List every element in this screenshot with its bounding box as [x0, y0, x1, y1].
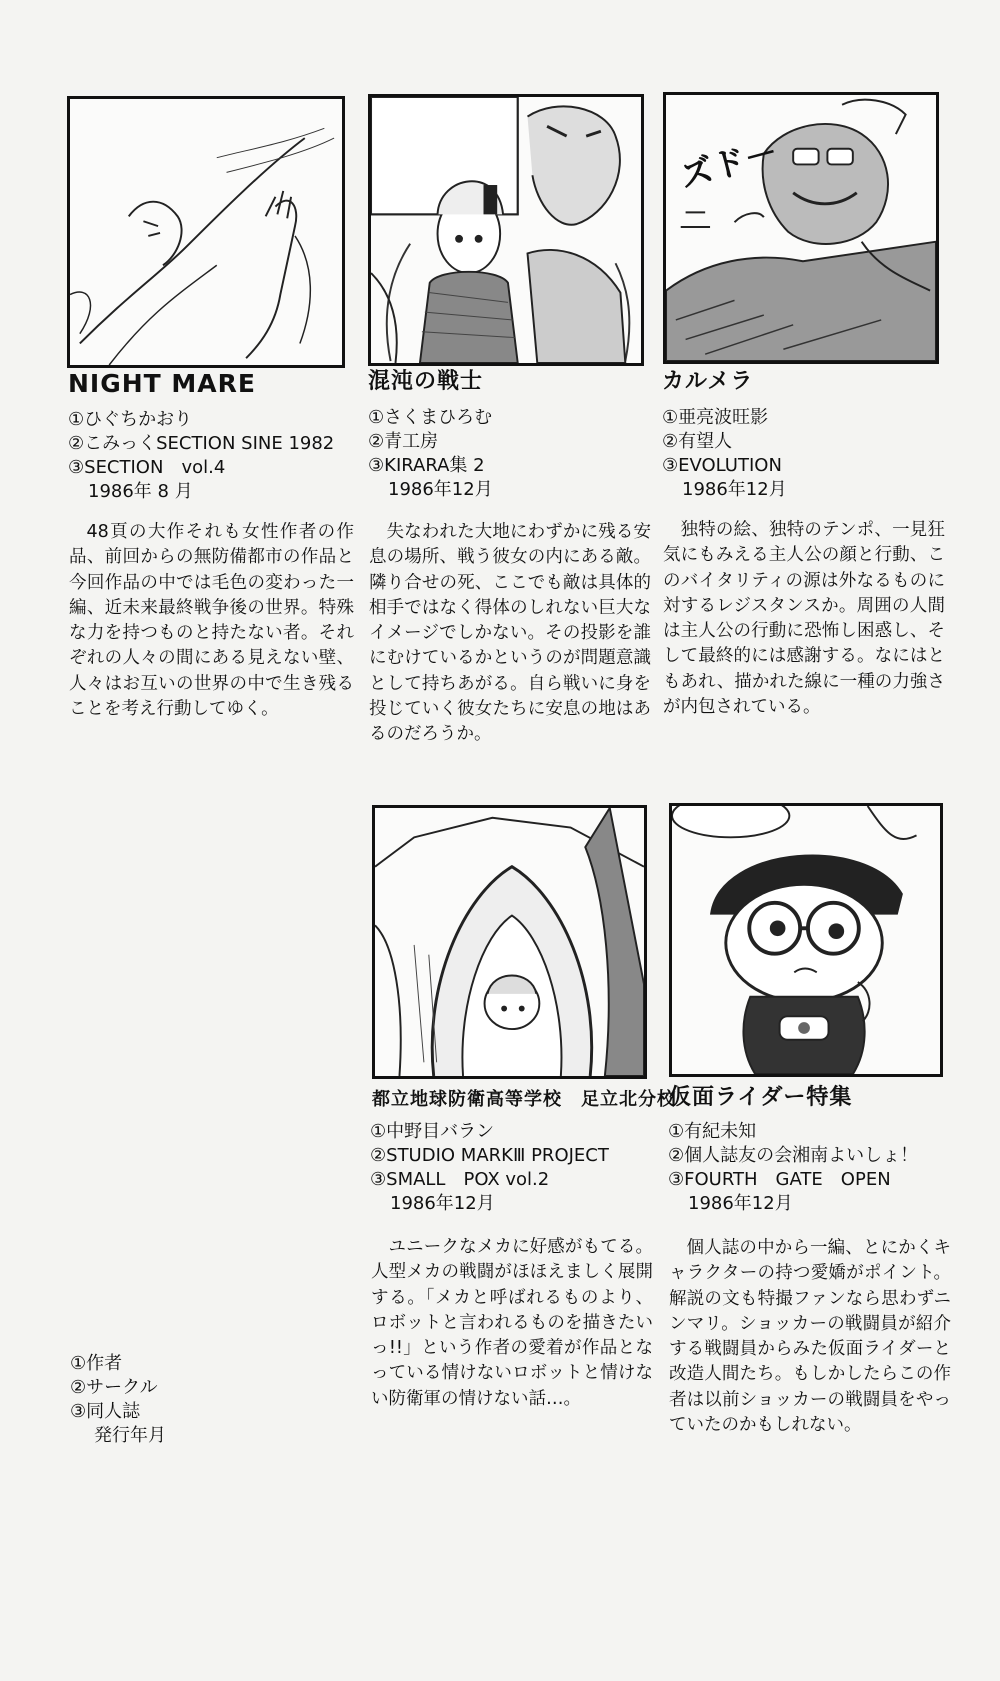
- doujinshi-line: ③SECTION vol.4: [68, 457, 226, 478]
- sound-effect-text: ズド－: [675, 132, 783, 196]
- legend-date: 発行年月: [94, 1425, 166, 1446]
- circle-line: ②STUDIO MARKⅢ PROJECT: [370, 1145, 609, 1166]
- entry-meta: [68, 408, 334, 504]
- publish-date: 1986年12月: [388, 479, 493, 500]
- warrior-girl-illustration: [371, 97, 641, 363]
- legend: [70, 1352, 166, 1448]
- author-line: ①有紀未知: [668, 1121, 757, 1142]
- circle-line: ②青工房: [368, 431, 439, 452]
- creature-illustration: [666, 95, 936, 361]
- entry-meta: [668, 1120, 918, 1216]
- doujinshi-line: ③KIRARA集 2: [368, 455, 485, 476]
- comic-panel-chikyu-boei: [372, 805, 647, 1079]
- comic-panel-konton: [368, 94, 644, 366]
- author-line: ①中野目バラン: [370, 1121, 495, 1142]
- sketch-hand-illustration: [70, 99, 342, 365]
- publish-date: 1986年12月: [682, 479, 787, 500]
- entry-title: 都立地球防衛高等学校 足立北分校: [372, 1089, 676, 1110]
- entry-meta: [370, 1120, 609, 1216]
- circle-line: ②こみっくSECTION SINE 1982: [68, 433, 335, 454]
- doujinshi-line: ③SMALL POX vol.2: [370, 1169, 550, 1190]
- circle-line: ②個人誌友の会湘南よいしょ！: [668, 1145, 919, 1166]
- author-line: ①亜亮波旺影: [662, 407, 769, 428]
- legend-author: ①作者: [70, 1353, 123, 1374]
- legend-doujinshi: ③同人誌: [70, 1401, 141, 1422]
- entry-title: 仮面ライダー特集: [669, 1085, 853, 1110]
- publish-date: 1986年 8 月: [88, 481, 193, 502]
- entry-title: 混沌の戦士: [368, 369, 484, 394]
- doujinshi-line: ③FOURTH GATE OPEN: [668, 1169, 891, 1190]
- entry-meta: [662, 406, 787, 502]
- comic-panel-karumera: [663, 92, 939, 364]
- entry-description: 個人誌の中から一編、とにかくキャラクターの持つ愛嬌がポイント。解説の文も特撮ファンなら思わずニンマリ。ショッカーの戦闘員が紹介する戦闘員からみた仮面ライダーと改造人間たち。もしかしたらこの作者は以前ショッカーの戦闘員をやっていたのかもしれない。: [669, 1238, 951, 1436]
- goggles-character-illustration: [672, 806, 940, 1074]
- entry-description: 独特の絵、独特のテンポ、一見狂気にもみえる主人公の顔と行動、このバイタリティの源は外なるものに対するレジスタンスか。周囲の人間は主人公の行動に恐怖し困惑し、そして最終的には感謝する。なにはともあれ、描かれた線に一種の力強さが内包されている。: [663, 520, 945, 718]
- legend-circle: ②サークル: [70, 1377, 158, 1398]
- entry-title: NIGHT MARE: [68, 369, 256, 398]
- comic-panel-night-mare: [67, 96, 345, 368]
- entry-description: ユニークなメカに好感がもてる。人型メカの戦闘がほほえましく展開する。「メカと呼ばれるものより、ロボットと言われるものを描きたいっ!!」という作者の愛着が作品となっている情けないロボットと情けない防衛軍の情けない話…。: [371, 1237, 653, 1409]
- comic-panel-kamen-rider: [669, 803, 943, 1077]
- entry-description: 48頁の大作それも女性作者の作品、前回からの無防備都市の作品と今回作品の中では毛色の変わった一編、近未来最終戦争後の世界。特殊な力を持つものと持たない者。それぞれの人々の間にある見えない壁、人々はお互いの世界の中で生き残ることを考え行動してゆく。: [69, 522, 354, 720]
- circle-line: ②有望人: [662, 431, 733, 452]
- publish-date: 1986年12月: [390, 1193, 495, 1214]
- entry-title: カルメラ: [662, 369, 754, 394]
- doujinshi-line: ③EVOLUTION: [662, 455, 782, 476]
- entry-description: 失なわれた大地にわずかに残る安息の場所、戦う彼女の内にある敵。隣り合せの死、ここでも敵は具体的相手ではなく得体のしれない巨大なイメージでしかない。その投影を誰にむけているかというのが問題意識として持ちあがる。自ら戦いに身を投じていく彼女たちに安息の地はあるのだろうか。: [369, 522, 651, 745]
- author-line: ①さくまひろむ: [368, 407, 493, 428]
- entry-meta: [368, 406, 493, 502]
- publish-date: 1986年12月: [688, 1193, 793, 1214]
- author-line: ①ひぐちかおり: [68, 409, 193, 430]
- mecha-cockpit-illustration: [375, 808, 644, 1076]
